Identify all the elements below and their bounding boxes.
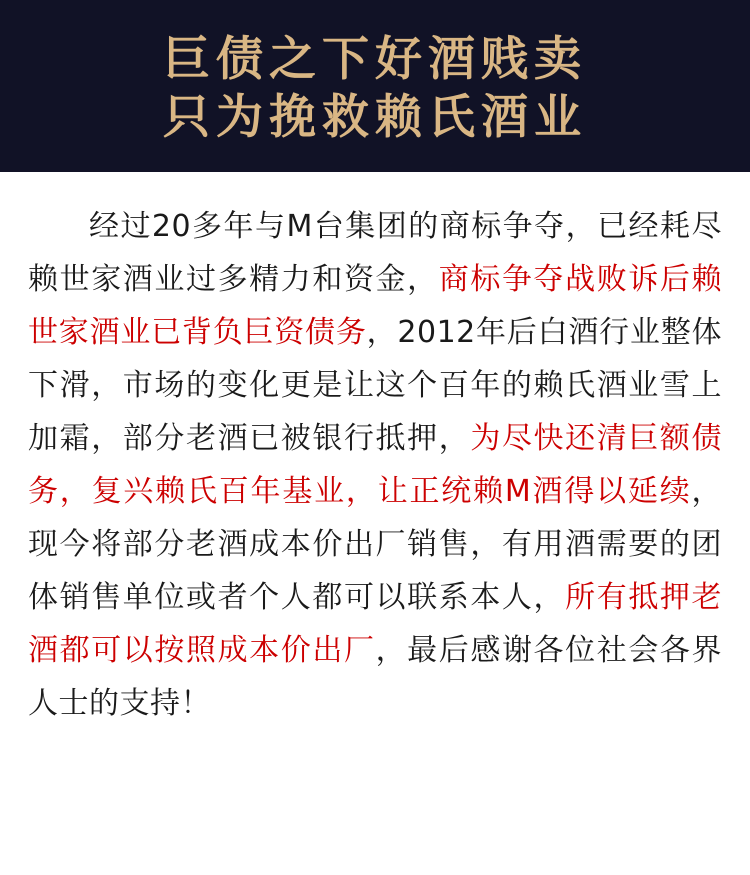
article-body [0,172,750,730]
article-highlight-run: 商标争夺战败诉后赖世家酒业已背负巨资债务 [28,262,723,350]
banner-headline-line-1: 巨债之下好酒贱卖 [163,32,587,87]
article-plain-run: 经过20多年与M台集团的商标争夺，已经耗尽赖世家酒业过多精力和资金， [28,209,722,297]
article-highlight-run: 为尽快还清巨额债务，复兴赖氏百年基业，让正统赖M酒得以延续 [28,421,723,509]
article-plain-run: ，最后感谢各位社会各界人士的支持！ [28,633,723,721]
article-paragraph [28,200,722,730]
article-highlight-run: 所有抵押老酒都可以按照成本价出厂 [28,580,723,668]
banner-headline-line-2: 只为挽救赖氏酒业 [163,90,587,145]
article-segments [28,209,722,721]
banner-header [0,0,750,172]
article-plain-run: ，2012年后白酒行业整体下滑，市场的变化更是让这个百年的赖氏酒业雪上加霜，部分老酒已被银行抵押， [28,315,722,456]
article-plain-run: ，现今将部分老酒成本价出厂销售，有用酒需要的团体销售单位或者个人都可以联系本人， [28,474,722,615]
